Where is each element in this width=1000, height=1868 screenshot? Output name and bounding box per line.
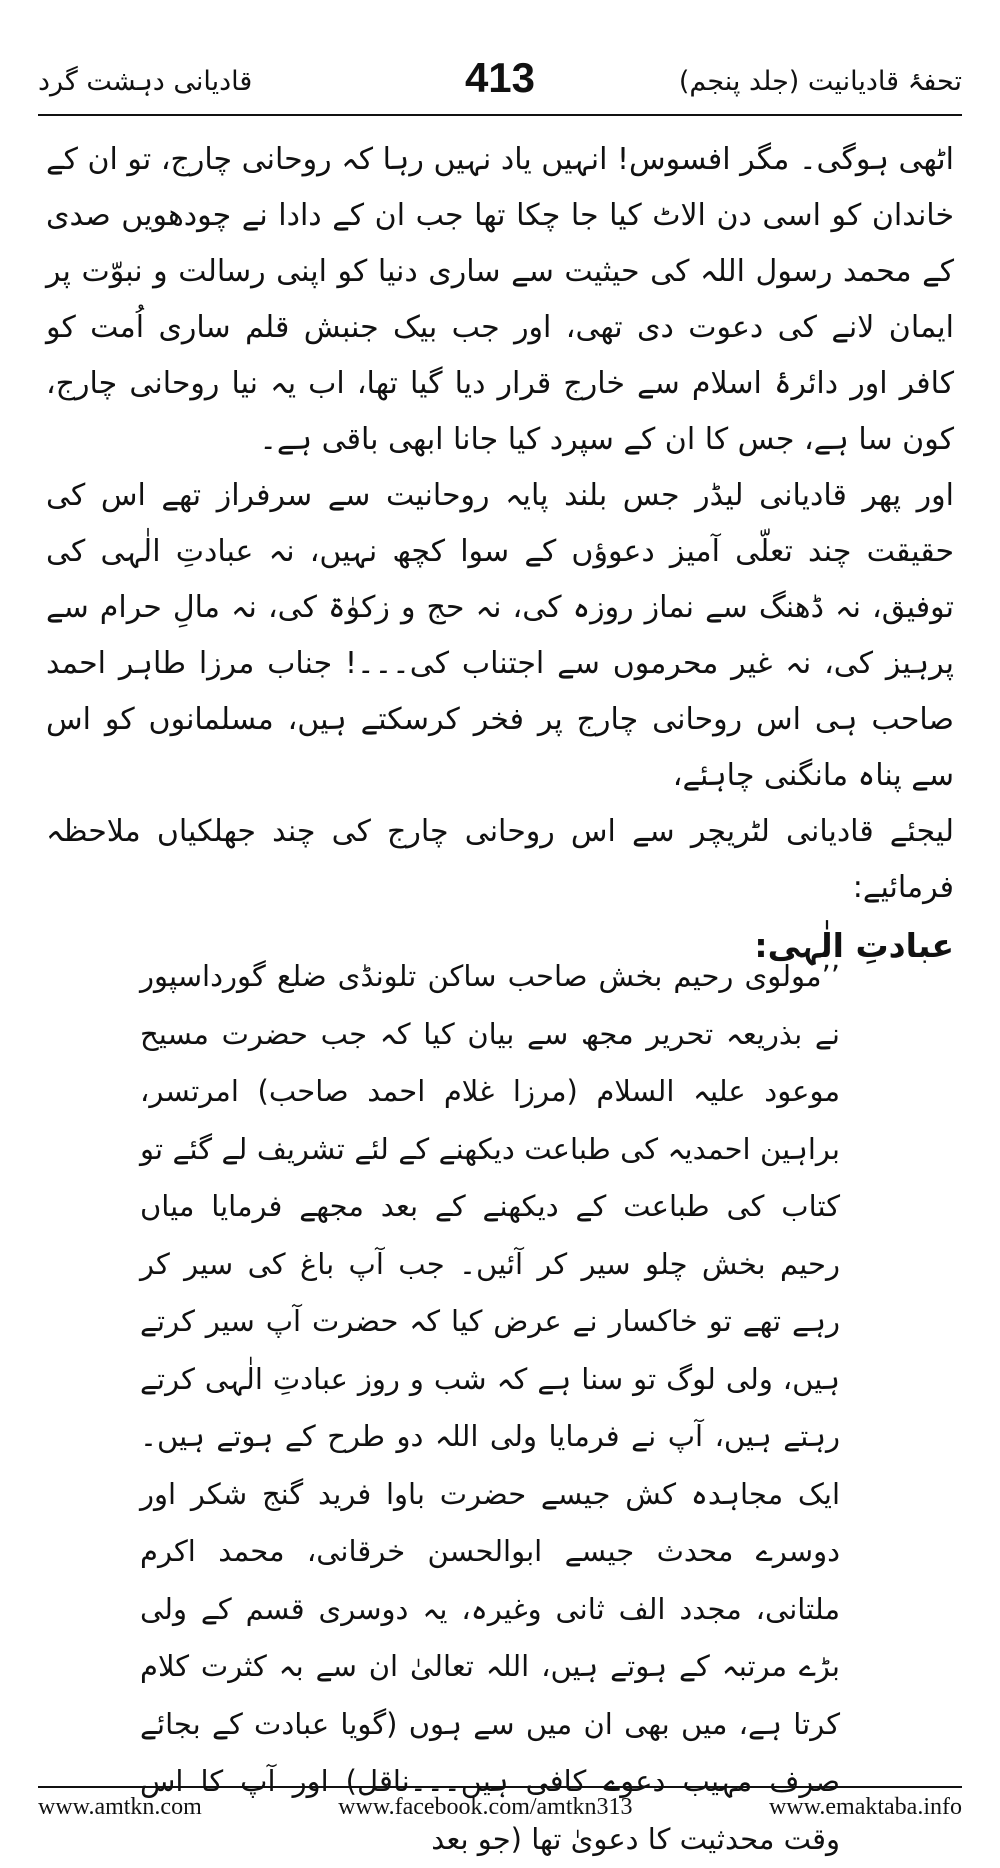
quotation-block [140,948,840,1868]
page-footer [38,1786,962,1821]
chapter-title: قادیانی دہشت گرد [38,66,253,97]
footer-link-emaktaba[interactable]: www.emaktaba.info [768,1794,962,1820]
quotation-text: ’’مولوی رحیم بخش صاحب ساکن تلونڈی ضلع گورداسپور نے بذریعہ تحریر مجھ سے بیان کیا کہ جب حضرت مسیح موعود علیہ السلام (مرزا غلام احمد صاحب) امرتسر، براہین احمدیہ کی طباعت دیکھنے کے لئے تشریف لے گئے تو کتاب کی طباعت کے دیکھنے کے بعد مجھے فرمایا میاں رحیم بخش چلو سیر کر آئیں۔ جب آپ باغ کی سیر کر رہے تھے تو خاکسار نے عرض کیا کہ حضرت آپ سیر کرتے ہیں، ولی لوگ تو سنا ہے کہ شب و روز عبادتِ الٰہی کرتے رہتے ہیں، آپ نے فرمایا ولی اللہ دو طرح کے ہوتے ہیں۔ ایک مجاہدہ کش جیسے حضرت باوا فرید گنج شکر اور دوسرے محدث جیسے ابوالحسن خرقانی، محمد اکرم ملتانی، مجدد الف ثانی وغیرہ، یہ دوسری قسم کے ولی بڑے مرتبہ کے ہوتے ہیں، اللہ تعالیٰ ان سے بہ کثرت کلام کرتا ہے، میں بھی ان میں سے ہوں (گویا عبادت کے بجائے صرف مہیب دعوے کافی ہیں۔۔۔ناقل) اور آپ کا اس وقت محدثیت کا دعویٰ تھا (جو بعد [140,959,840,1856]
footer-link-facebook[interactable]: www.facebook.com/amtkn313 [338,1794,633,1820]
book-title: تحفۂ قادیانیت (جلد پنجم) [678,66,962,97]
paragraph: اور پھر قادیانی لیڈر جس بلند پایہ روحانیت سے سرفراز تھے اس کی حقیقت چند تعلّی آمیز دعوؤں کے سوا کچھ نہیں، نہ عبادتِ الٰہی کی توفیق، نہ ڈھنگ سے نماز روزہ کی، نہ حج و زکوٰۃ کی، نہ مالِ حرام سے پرہیز کی، نہ غیر محرموں سے اجتناب کی۔۔۔! جناب مرزا طاہر احمد صاحب ہی اس روحانی چارج پر فخر کرسکتے ہیں، مسلمانوں کو اس سے پناہ مانگنی چاہئے، [46,478,954,793]
main-text [46,132,954,976]
footer-link-amtkn[interactable]: www.amtkn.com [38,1794,202,1820]
paragraph: اٹھی ہوگی۔ مگر افسوس! انہیں یاد نہیں رہا کہ روحانی چارج، تو ان کے خاندان کو اسی دن الاٹ کیا جا چکا تھا جب ان کے دادا نے چودھویں صدی کے محمد رسول اللہ کی حیثیت سے ساری دنیا کو اپنی رسالت و نبوّت پر ایمان لانے کی دعوت دی تھی، اور جب بیک جنبش قلم ساری اُمت کو کافر اور دائرۂ اسلام سے خارج قرار دیا گیا تھا، اب یہ نیا روحانی چارج، کون سا ہے، جس کا ان کے سپرد کیا جانا ابھی باقی ہے۔ [46,142,954,457]
paragraph: لیجئے قادیانی لٹریچر سے اس روحانی چارج کی چند جھلکیاں ملاحظہ فرمائیے: [46,814,954,905]
section-heading: عبادتِ الٰہی: [754,926,954,965]
page-header [38,52,962,116]
page-number: 413 [464,54,536,101]
